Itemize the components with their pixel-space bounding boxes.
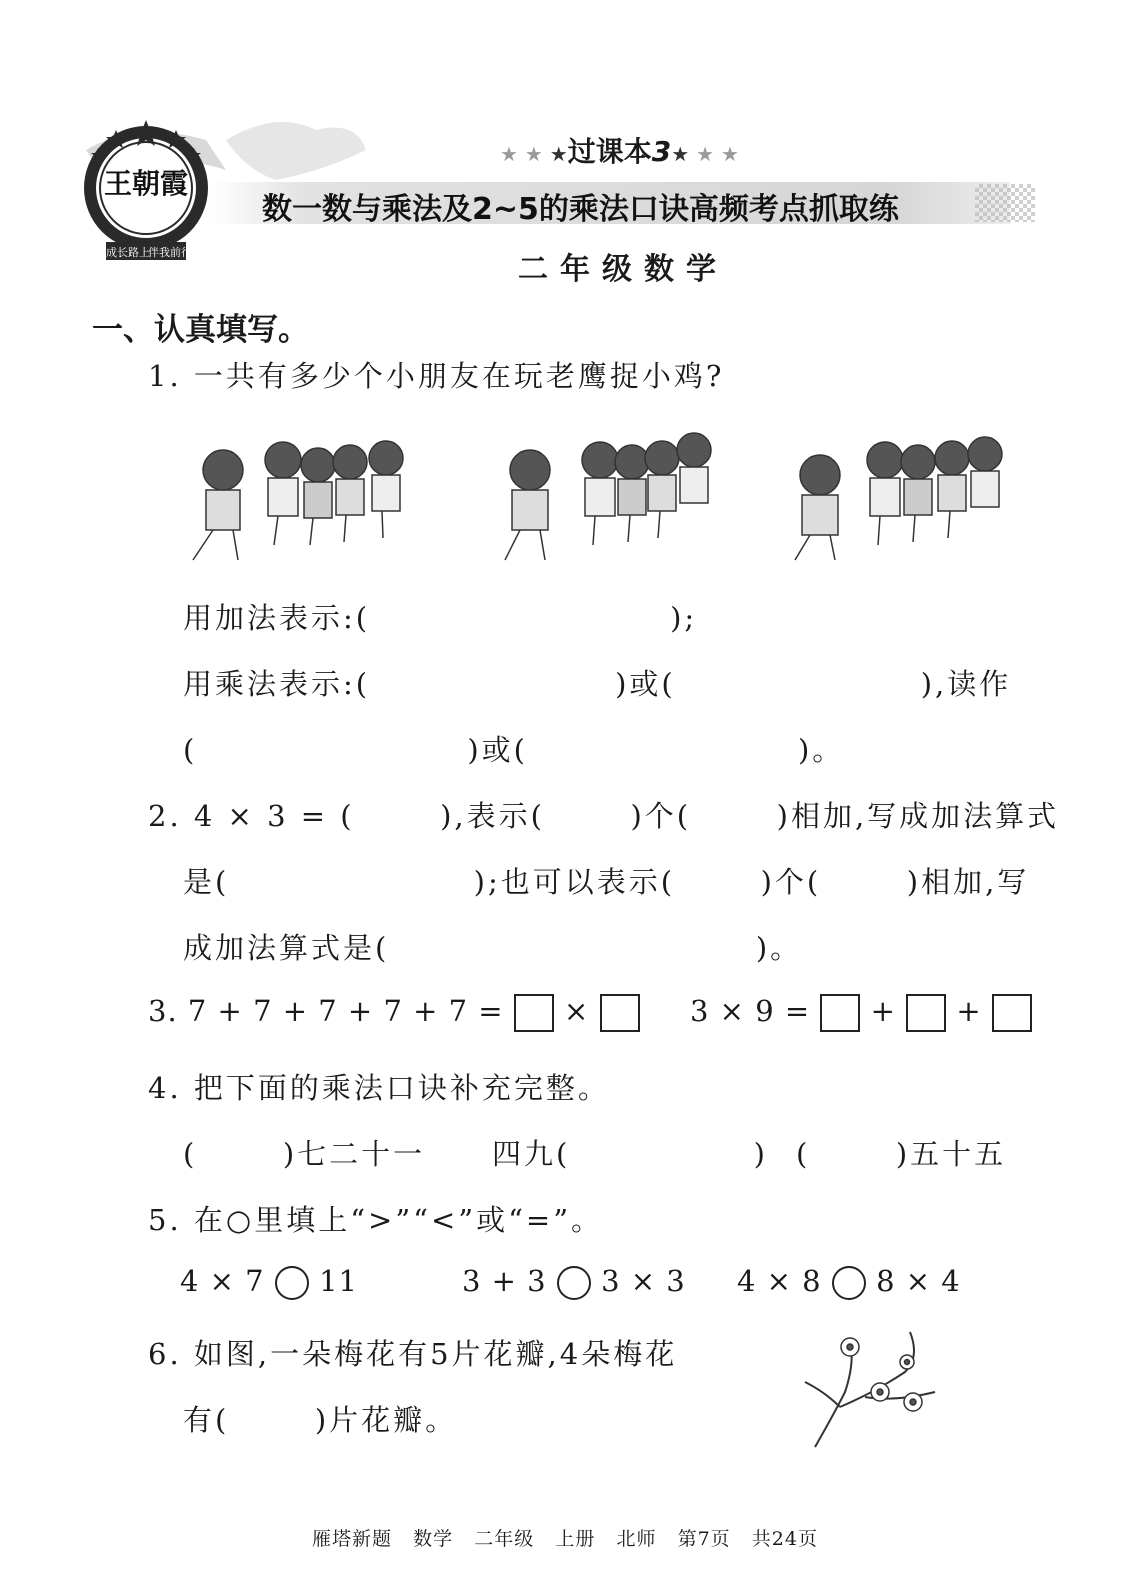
children-group-1 (178, 420, 428, 570)
children-group-3 (780, 420, 1020, 570)
question-2-line-3: 成加法算式是( )。 (183, 931, 803, 965)
answer-box[interactable] (600, 994, 640, 1032)
plum-blossom-branch (795, 1322, 955, 1452)
q1-reading-line: ( )或( )。 (183, 733, 845, 767)
q4-item-3: ( )五十五 (796, 1137, 1007, 1171)
banner-title: 数一数与乘法及2~5的乘法口诀高频考点抓取练 (262, 192, 899, 227)
star-icon: ★ ★ (689, 142, 739, 166)
question-6-line-1: 6. 如图,一朵梅花有5片花瓣,4朵梅花 (148, 1337, 678, 1371)
compare-circle[interactable] (275, 1266, 309, 1300)
q4-item-2: 四九( ) (492, 1137, 768, 1171)
banner-pattern (975, 184, 1035, 222)
question-2-line-1: 2. 4 × 3 = ( ),表示( )个( )相加,写成加法算式 (148, 799, 1060, 833)
question-4: 4. 把下面的乘法口诀补充完整。 (148, 1071, 610, 1105)
q1-addition-line: 用加法表示:( ); (183, 601, 698, 635)
answer-box[interactable] (906, 994, 946, 1032)
section-title: 一、认真填写。 (92, 312, 309, 348)
q1-multiplication-line: 用乘法表示:( )或( ),读作 (183, 667, 1012, 701)
q5-compare-1: 4 × 7 11 (180, 1264, 358, 1298)
logo-slogan-right: 伴我前行 (148, 246, 192, 259)
page-subtitle: 二年级数学 (518, 252, 728, 287)
question-6-line-2: 有( )片花瓣。 (183, 1403, 458, 1437)
question-2-line-2: 是( );也可以表示( )个( )相加,写 (183, 865, 1030, 899)
q5-compare-2: 3 + 3 3 × 3 (462, 1264, 686, 1298)
series-label: ★ ★ ★过课本3★ ★ ★ (500, 135, 739, 168)
q5-compare-3: 4 × 8 8 × 4 (737, 1264, 961, 1298)
star-icon: ★ ★ (500, 142, 550, 166)
children-group-2 (490, 420, 730, 570)
question-5: 5. 在○里填上“>”“<”或“=”。 (148, 1203, 604, 1237)
q4-item-1: ( )七二十一 (183, 1137, 426, 1171)
compare-circle[interactable] (832, 1266, 866, 1300)
answer-box[interactable] (514, 994, 554, 1032)
answer-box[interactable] (820, 994, 860, 1032)
answer-box[interactable] (992, 994, 1032, 1032)
star-icon: ★ (671, 142, 690, 166)
question-3: 3. 7 + 7 + 7 + 7 + 7 = × 3 × 9 = + + (148, 994, 1032, 1032)
page-footer: 雁塔新题 数学 二年级 上册 北师 第7页 共24页 (312, 1528, 818, 1550)
question-1: 1. 一共有多少个小朋友在玩老鹰捉小鸡? (148, 359, 725, 393)
star-icon: ★ (549, 142, 568, 166)
logo-text: 王朝霞 (104, 167, 189, 200)
logo-slogan-left: 成长路上 (106, 246, 150, 259)
compare-circle[interactable] (557, 1266, 591, 1300)
